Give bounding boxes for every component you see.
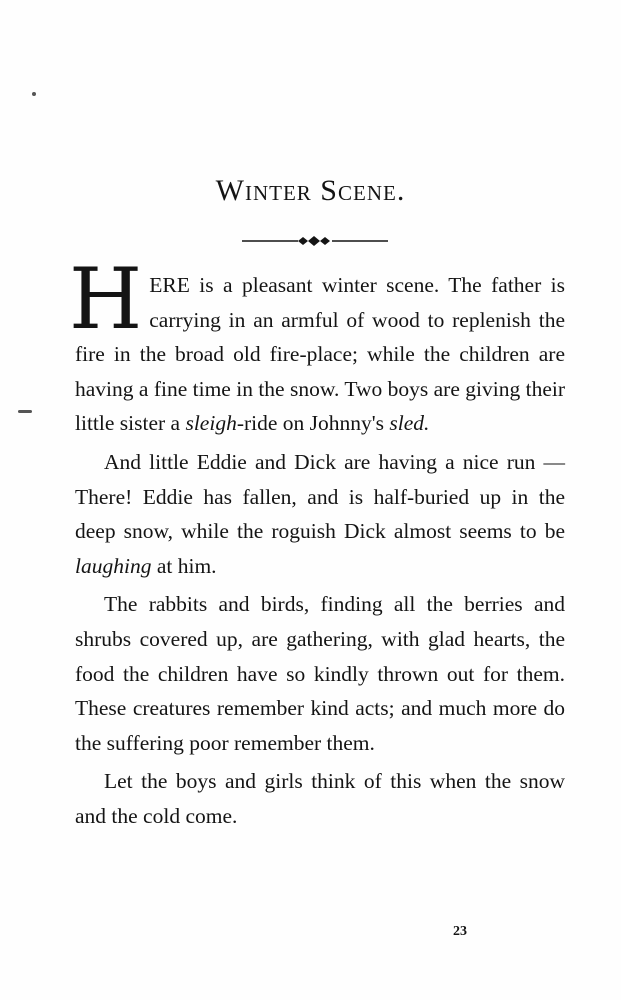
paragraph-2 [75,445,565,583]
page-title: Winter Scene. [215,174,406,207]
title-ornament-divider [242,234,388,248]
paragraph-4: Let the boys and girls think of this when the snow and the cold come. [75,769,565,828]
paragraph-1-italic-b: sled. [389,411,430,436]
article-body [69,250,565,838]
paragraph-2-italic-a: laughing [75,553,152,578]
paragraph-2-text-b: at him. [151,553,217,578]
margin-speck [18,410,32,413]
paragraph-1-text-b: -ride on Johnny's [236,411,390,436]
lead-smallcaps: ERE [149,273,190,297]
page-number: 23 [453,924,467,939]
paragraph-2-text-a: And little Eddie and Dick are having a nice run — There! Eddie has fallen, and is half-buried up in the deep snow, while the roguish Dick almost seems to be [75,449,565,544]
drop-cap: H [69,250,142,348]
margin-speck [32,92,36,96]
paragraph-1 [69,250,565,441]
paragraph-1-italic-a: sleigh [185,411,237,436]
paragraph-1-text-a: is a pleasant winter scene. The father is carrying in an armful of wood to replenish the fire in the broad old fire-place; while the children are having a fine time in the snow. Two boys are giving their little sister a [75,273,565,436]
paragraph-3: The rabbits and birds, finding all the berries and shrubs covered up, are gathering, with glad hearts, the food the children have so kindly thrown out for them. These creatures remember kind acts; and much more do the suffering poor remember them. [75,592,565,755]
